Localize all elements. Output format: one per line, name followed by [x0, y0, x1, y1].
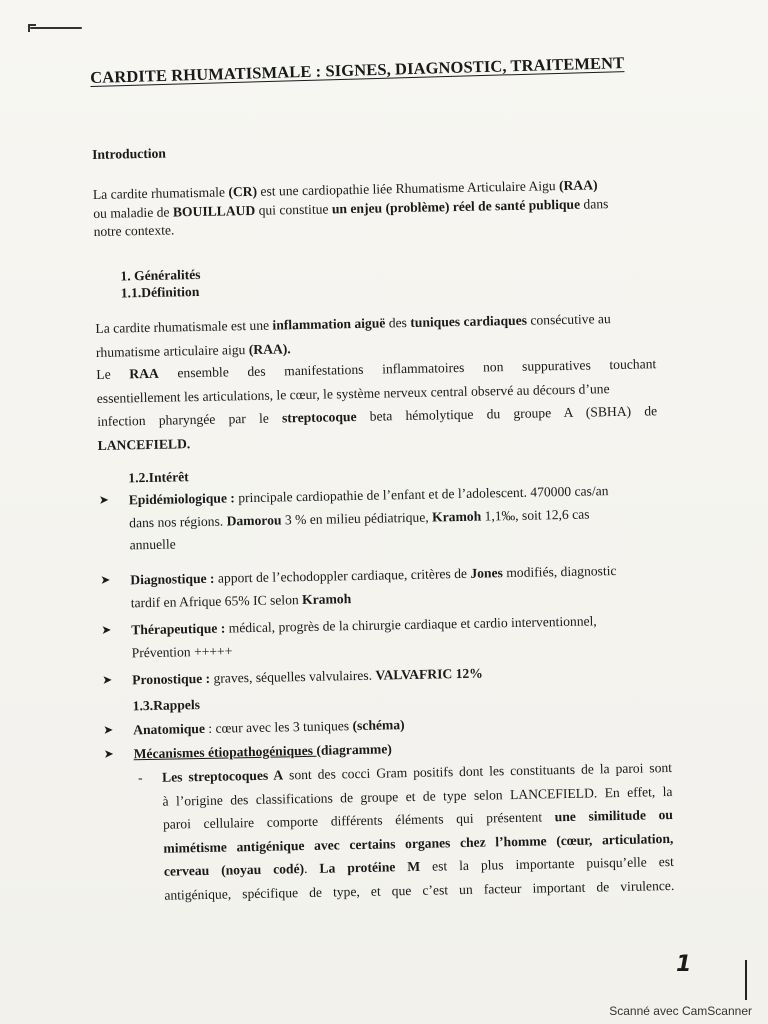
- document-body: [91, 137, 675, 903]
- page-number: 1: [676, 952, 692, 977]
- page-edge-mark: [745, 960, 747, 1000]
- section-1-heading: 1. Généralités 1.1.Définition: [120, 266, 201, 301]
- arrow-bullet-icon: ➤: [102, 672, 113, 687]
- definition-line-2: rhumatisme articulaire aigu (RAA).: [95, 340, 291, 360]
- arrow-bullet-icon: ➤: [103, 722, 114, 737]
- dash-bullet-icon: -: [137, 770, 143, 786]
- intro-heading: Introduction: [91, 145, 167, 162]
- definition-line-3: Le RAA ensemble des manifestations inflammatoires non suppuratives touchant: [96, 356, 657, 383]
- intro-line-1: La cardite rhumatismale (CR) est une cardiopathie liée Rhumatisme Articulaire Aigu (RAA): [92, 177, 598, 202]
- definition-line-4: essentiellement les articulations, le cœur, le système nerveux central observé au décours d’une: [96, 380, 610, 406]
- arrow-bullet-icon: ➤: [101, 622, 112, 637]
- scanner-watermark: Scanné avec CamScanner: [609, 1004, 752, 1018]
- document-title: CARDITE RHUMATISMALE : SIGNES, DIAGNOSTIC, TRAITEMENT: [90, 53, 625, 87]
- corner-mark-icon: [30, 27, 82, 29]
- definition-paragraph: [95, 311, 662, 452]
- intro-line-2: ou maladie de BOUILLAUD qui constitue un enjeu (problème) réel de santé publique dans: [93, 195, 609, 221]
- definition-line-1: La cardite rhumatismale est une inflammation aiguë des tuniques cardiaques consécutive au: [95, 311, 611, 336]
- interet-pronostique: ➤ Pronostique : graves, séquelles valvulaires. VALVAFRIC 12%: [102, 665, 483, 688]
- rappel-anatomique: ➤ Anatomique : cœur avec les 3 tuniques (schéma): [103, 717, 405, 738]
- arrow-bullet-icon: ➤: [103, 746, 114, 761]
- intro-paragraph: [93, 177, 659, 239]
- section-1-3-heading: 1.3.Rappels: [132, 697, 201, 714]
- interet-diagnostique: ➤ Diagnostique : apport de l’echodoppler cardiaque, critères de Jones modifiés, diagnostic tardif en Afrique 65% IC selon Kramoh: [100, 563, 617, 610]
- streptocoques-paragraph: - Les streptocoques A sont des cocci Gram positifs dont les constituants de la paroi sont à l’origine des classifications de groupe et de type selon LANCEFIELD. En effet, la paroi cellulaire comporte différents éléments qui présentent une similitude ou mimétisme antigénique avec certains organes chez l’homme (cœur, articulation, cerveau (noyau codé). La protéine M est la plus importante puisqu’elle est antigénique, spécifique de type, et que c’est un facteur important de virulence.: [137, 759, 675, 903]
- definition-line-6: LANCEFIELD.: [97, 436, 191, 453]
- interet-therapeutique: ➤ Thérapeutique : médical, progrès de la chirurgie cardiaque et cardio interventionnel, Prévention +++++: [101, 613, 597, 660]
- interet-epidemiologique: ➤ Epidémiologique : principale cardiopathie de l’enfant et de l’adolescent. 470000 cas/an dans nos régions. Damorou 3 % en milieu pédiatrique, Kramoh 1,1‰, soit 12,6 cas annuelle: [98, 483, 609, 553]
- arrow-bullet-icon: ➤: [100, 572, 111, 587]
- arrow-bullet-icon: ➤: [98, 492, 109, 507]
- rappel-mecanismes: ➤ Mécanismes étiopathogéniques (diagramme): [103, 741, 392, 762]
- definition-line-5: infection pharyngée par le streptocoque beta hémolytique du groupe A (SBHA) de: [97, 403, 658, 430]
- section-1-2-heading: 1.2.Intérêt: [128, 469, 189, 486]
- intro-line-3: notre contexte.: [93, 222, 175, 240]
